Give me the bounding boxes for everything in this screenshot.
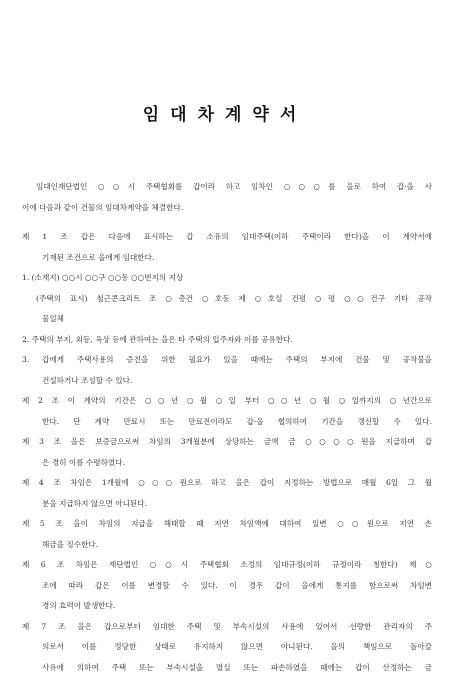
text-line: 한다. 단 계약 만료시 또는 만료전이라도 갑·을 협의하여 기간을 갱신할 수 있다. bbox=[22, 412, 432, 433]
text-line: 이에 다음과 같이 건물의 임대차계약을 체결한다. bbox=[22, 198, 432, 219]
text-line: 제 4 조 차임은 1개월에 ○○○원으로 하고 을은 갑이 지정하는 방법으로 매월 6일 그 월 bbox=[22, 473, 432, 494]
text-line: 기재된 조건으로 을에게 임대한다. bbox=[22, 248, 432, 269]
text-line: 경의 효력이 발생한다. bbox=[22, 596, 432, 617]
text-line: 제 6 조 차임은 재단법인 ○○시 주택협회 소정의 임대규정(이하 규정이라 칭한다) 제○ bbox=[22, 555, 432, 576]
document-title: 임대차계약서 bbox=[0, 100, 450, 125]
text-line: 3. 갑에게 주택사용의 증진을 위한 필요가 있을 때에는 주택의 부지에 건물 및 공작물을 bbox=[22, 350, 432, 371]
text-line: 해금을 징수한다. bbox=[22, 535, 432, 556]
text-line: 제 2 조 이 계약의 기간은 ○○년 ○월 ○일 부터 ○○년 ○월 ○일까지의 ○년간으로 bbox=[22, 391, 432, 412]
text-line: 물일체 bbox=[22, 309, 432, 330]
text-line: 임대인재단법인 ○○시 주택협회를 갑이라 하고 임차인 ○○○를 을로 하여 갑·을 사 bbox=[22, 177, 432, 198]
text-line: 분을 지급하지 않으면 아니된다. bbox=[22, 494, 432, 515]
text-line: 사유에 의하여 주택 또는 부속시설을 멸실 또는 파손하였을 때에는 갑이 산정하는 금 bbox=[22, 658, 432, 678]
text-line: 제 5 조 을이 차임의 지급을 해태할 때 지연 차임액에 대하여 일변 ○○원으로 지연 손 bbox=[22, 514, 432, 535]
text-line: 제 3 조 을은 보증금으로써 차임의 3개월분에 상당하는 금액 금 ○○○○원을 지급하며 갑 bbox=[22, 432, 432, 453]
text-line: 1. (소재지) ○○시 ○○구 ○○동 ○○번지의 지상 bbox=[22, 268, 432, 289]
text-line: 제 1 조 갑은 다음에 표시하는 갑 소유의 임대주택(이하 주택이라 한다)을 이 계약서에 bbox=[22, 227, 432, 248]
text-line: 제 7 조 을은 갑으로부터 임대한 주택 및 부속시설의 사용에 있어서 선량한 관리자의 주 bbox=[22, 617, 432, 638]
text-line: 2. 주택의 부지, 외등, 옥상 등에 관하여는 을은 타 주택의 입주자와 이를 공유한다. bbox=[22, 330, 432, 351]
document-body bbox=[22, 177, 432, 678]
paragraph-gap bbox=[22, 218, 432, 227]
text-line: (주택의 표시) 철근콘크리트 조 ○층건 ○호동 제 ○호실 건평 ○평 ○○건구 기타 공작 bbox=[22, 289, 432, 310]
text-line: 건설하거나 조성할 수 있다. bbox=[22, 371, 432, 392]
text-line: 의로서 이를 정당한 상태로 유지하지 않으면 아니된다. 을의 책임으로 돌아갈 bbox=[22, 637, 432, 658]
text-line: 조에 따라 갑은 이를 변경할 수 있다. 이 경우 갑이 을에게 통지를 함으로써 차임변 bbox=[22, 576, 432, 597]
text-line: 은 경히 이를 수령하였다. bbox=[22, 453, 432, 474]
